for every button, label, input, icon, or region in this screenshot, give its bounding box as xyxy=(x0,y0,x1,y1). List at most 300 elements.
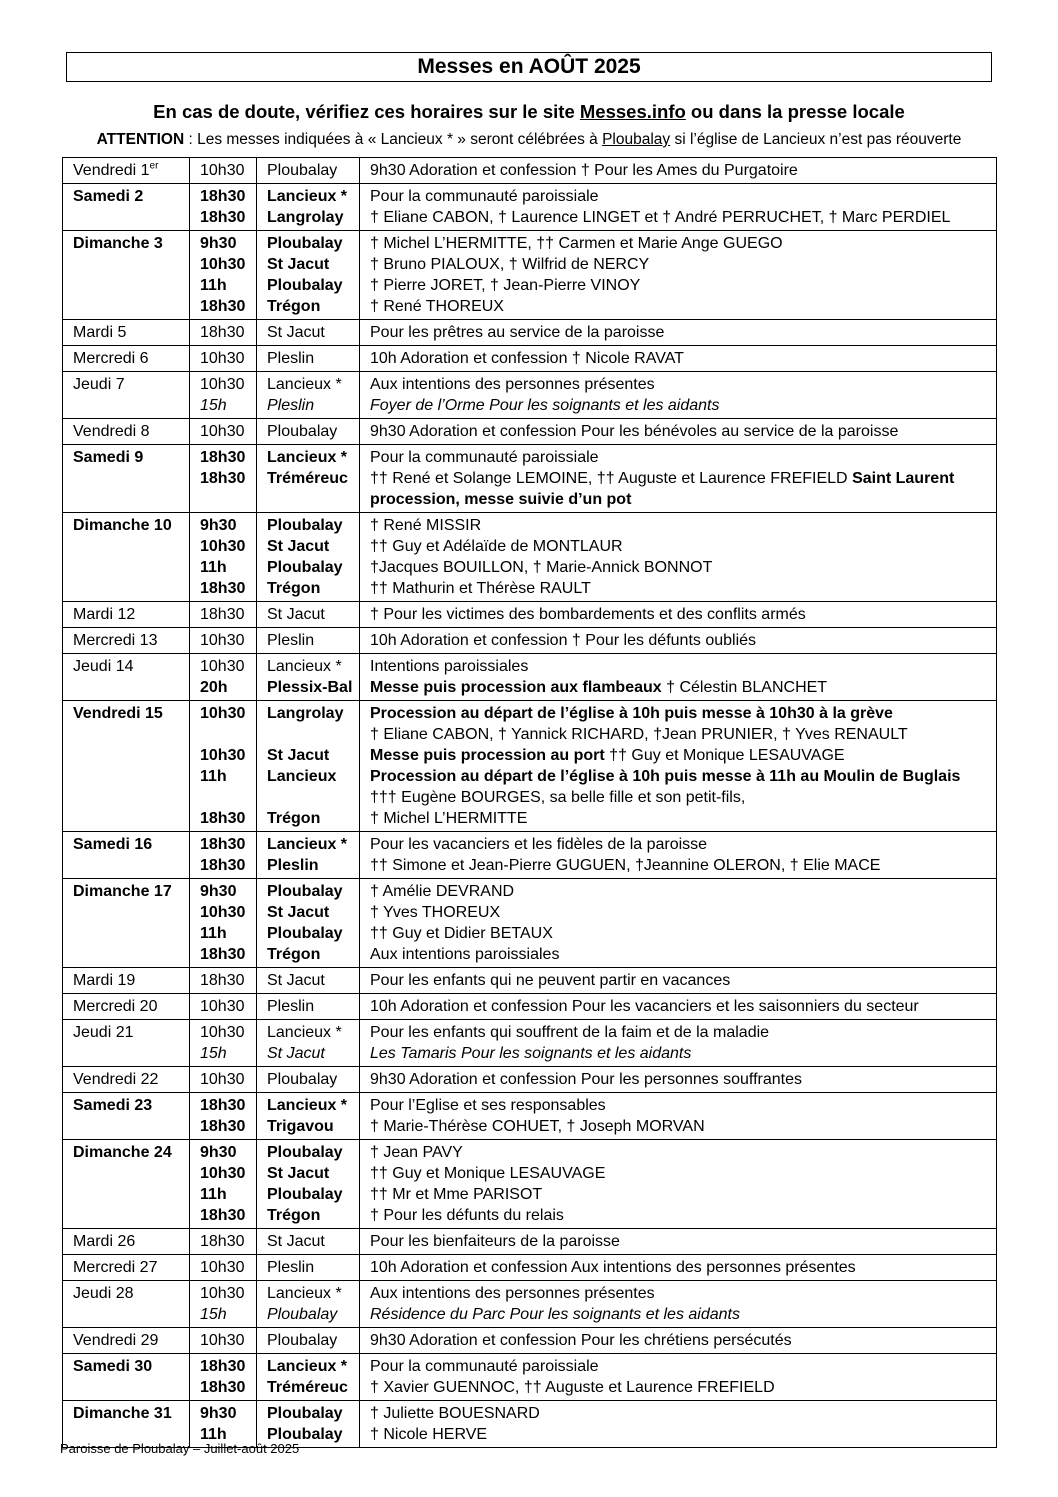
intention-text: † Amélie DEVRAND xyxy=(370,883,515,900)
intention-text: Aux intentions paroissiales xyxy=(370,946,560,963)
intention-text: Pour la communauté paroissiale xyxy=(370,188,599,205)
intention-text: ††† Eugène BOURGES, sa belle fille et son petit-fils, xyxy=(370,789,746,806)
mass-place-cell xyxy=(257,968,360,994)
table-row xyxy=(63,419,997,445)
intention-text: † Jean PAVY xyxy=(370,1144,463,1161)
intention-text: Pour les prêtres au service de la paroisse xyxy=(370,324,665,341)
intention-text: procession, messe suivie d’un pot xyxy=(370,491,632,508)
intention-text: 9h30 Adoration et confession † Pour les Ames du Purgatoire xyxy=(370,162,798,179)
mass-place: St Jacut xyxy=(267,1165,330,1182)
mass-time: 11h xyxy=(200,277,227,294)
mass-place: Ploubalay xyxy=(267,883,343,900)
intention-text: † René MISSIR xyxy=(370,517,482,534)
day-label: Dimanche 10 xyxy=(73,517,172,534)
page-title xyxy=(66,52,992,82)
intention-cell xyxy=(360,968,997,994)
table-row xyxy=(63,1140,997,1229)
intention-text: Pour les bienfaiteurs de la paroisse xyxy=(370,1233,620,1250)
mass-place: Lancieux xyxy=(267,768,337,785)
intention-text: Pour la communauté paroissiale xyxy=(370,449,599,466)
intention-line xyxy=(370,745,990,766)
mass-place: Lancieux * xyxy=(267,836,348,853)
intention-line xyxy=(370,1142,990,1163)
intention-cell xyxy=(360,701,997,832)
intention-cell xyxy=(360,1229,997,1255)
day-cell xyxy=(63,654,190,701)
mass-time: 18h30 xyxy=(200,810,246,827)
table-row xyxy=(63,1020,997,1067)
day-cell xyxy=(63,513,190,602)
day-cell xyxy=(63,879,190,968)
day-label: Dimanche 17 xyxy=(73,883,172,900)
intention-cell xyxy=(360,879,997,968)
table-row xyxy=(63,654,997,701)
mass-time: 10h30 xyxy=(200,998,245,1015)
table-row xyxy=(63,346,997,372)
day-label: Jeudi 7 xyxy=(73,376,125,393)
mass-time xyxy=(200,489,250,510)
mass-time: 11h xyxy=(200,559,227,576)
day-label: Mercredi 20 xyxy=(73,998,158,1015)
intention-line xyxy=(370,275,990,296)
mass-place: St Jacut xyxy=(267,1045,325,1062)
attention-pre: : Les messes indiquées à « Lancieux * » seront célébrées à xyxy=(184,131,603,148)
intention-line xyxy=(370,421,990,442)
day-cell xyxy=(63,158,190,184)
day-label: Mardi 5 xyxy=(73,324,127,341)
mass-place-cell xyxy=(257,445,360,513)
day-label: Samedi 2 xyxy=(73,188,144,205)
table-row xyxy=(63,701,997,832)
intention-text: Foyer de l’Orme Pour les soignants et les aidants xyxy=(370,397,720,414)
intention-line xyxy=(370,1356,990,1377)
mass-place-cell xyxy=(257,879,360,968)
mass-place: Ploubalay xyxy=(267,1071,338,1088)
attention-post: si l’église de Lancieux n’est pas réouverte xyxy=(670,131,962,148)
intention-text: † Marie-Thérèse COHUET, † Joseph MORVAN xyxy=(370,1118,705,1135)
intention-line xyxy=(370,970,990,991)
intention-line xyxy=(370,160,990,181)
intention-text: †† Guy et Adélaïde de MONTLAUR xyxy=(370,538,623,555)
mass-place: Lancieux * xyxy=(267,376,342,393)
mass-place: Ploubalay xyxy=(267,423,338,440)
mass-place: St Jacut xyxy=(267,538,330,555)
intention-line xyxy=(370,1257,990,1278)
intention-line xyxy=(370,724,990,745)
intention-line xyxy=(370,395,990,416)
mass-time: 10h30 xyxy=(200,904,246,921)
intention-text: †† René et Solange LEMOINE, †† Auguste et Laurence FREFIELD xyxy=(370,470,853,487)
mass-place: Langrolay xyxy=(267,705,344,722)
intention-line xyxy=(370,233,990,254)
day-suffix: er xyxy=(149,160,159,172)
day-label: Vendredi 8 xyxy=(73,423,150,440)
table-row xyxy=(63,513,997,602)
intention-cell xyxy=(360,1020,997,1067)
mass-place-cell xyxy=(257,628,360,654)
mass-place: Pleslin xyxy=(267,632,315,649)
mass-place-cell xyxy=(257,372,360,419)
intention-cell xyxy=(360,654,997,701)
mass-time-cell xyxy=(190,184,257,231)
intention-line xyxy=(370,808,990,829)
day-label: Samedi 9 xyxy=(73,449,144,466)
intention-line xyxy=(370,557,990,578)
intention-line xyxy=(370,902,990,923)
mass-schedule-body xyxy=(63,158,997,1448)
mass-place: Lancieux * xyxy=(267,1024,342,1041)
mass-time-cell xyxy=(190,1281,257,1328)
intention-text: † Pour les victimes des bombardements et des conflits armés xyxy=(370,606,806,623)
intention-text: †† Simone et Jean-Pierre GUGUEN, †Jeannine OLERON, † Elie MACE xyxy=(370,857,881,874)
intention-text: † Yves THOREUX xyxy=(370,904,501,921)
mass-time: 10h30 xyxy=(200,1259,245,1276)
mass-place: Trégon xyxy=(267,298,321,315)
mass-place: St Jacut xyxy=(267,1233,325,1250)
intention-line xyxy=(370,468,990,489)
mass-place xyxy=(267,489,353,510)
table-row xyxy=(63,1093,997,1140)
messes-info-link[interactable]: Messes.info xyxy=(579,101,686,122)
mass-time: 18h30 xyxy=(200,209,246,226)
table-row xyxy=(63,1328,997,1354)
day-cell xyxy=(63,1354,190,1401)
intention-line xyxy=(370,1283,990,1304)
mass-time-cell xyxy=(190,231,257,320)
mass-time: 18h30 xyxy=(200,1207,246,1224)
intention-text: † Pour les défunts du relais xyxy=(370,1207,564,1224)
mass-place xyxy=(267,787,353,808)
mass-time-cell xyxy=(190,1328,257,1354)
mass-time: 15h xyxy=(200,397,227,414)
day-cell xyxy=(63,445,190,513)
mass-place-cell xyxy=(257,1140,360,1229)
mass-place-cell xyxy=(257,346,360,372)
intention-line xyxy=(370,787,990,808)
mass-place-cell xyxy=(257,654,360,701)
table-row xyxy=(63,1354,997,1401)
mass-time-cell xyxy=(190,445,257,513)
intention-line xyxy=(370,1095,990,1116)
mass-place: Tréméreuc xyxy=(267,1379,348,1396)
mass-time-cell xyxy=(190,158,257,184)
mass-place xyxy=(267,724,353,745)
subtitle-pre: En cas de doute, vérifiez ces horaires sur le site xyxy=(153,101,580,122)
mass-schedule-table xyxy=(62,157,997,1448)
table-row xyxy=(63,1281,997,1328)
mass-time: 11h xyxy=(200,1186,227,1203)
day-cell xyxy=(63,346,190,372)
intention-text: †Jacques BOUILLON, † Marie-Annick BONNOT xyxy=(370,559,713,576)
mass-place: Trigavou xyxy=(267,1118,334,1135)
mass-place: St Jacut xyxy=(267,747,330,764)
mass-place: Plessix-Bal xyxy=(267,679,353,696)
intention-line xyxy=(370,296,990,317)
intention-cell xyxy=(360,320,997,346)
mass-place: St Jacut xyxy=(267,972,325,989)
intention-line xyxy=(370,656,990,677)
mass-place: Lancieux * xyxy=(267,1285,342,1302)
intention-text: 10h Adoration et confession Pour les vacanciers et les saisonniers du secteur xyxy=(370,998,919,1015)
table-row xyxy=(63,1067,997,1093)
table-row xyxy=(63,231,997,320)
mass-time: 18h30 xyxy=(200,324,245,341)
mass-place: Ploubalay xyxy=(267,1186,343,1203)
mass-place: Ploubalay xyxy=(267,559,343,576)
mass-place-cell xyxy=(257,1067,360,1093)
intention-line xyxy=(370,855,990,876)
mass-time: 18h30 xyxy=(200,1233,245,1250)
intention-cell xyxy=(360,346,997,372)
mass-time: 10h30 xyxy=(200,632,245,649)
mass-place-cell xyxy=(257,1328,360,1354)
intention-line xyxy=(370,207,990,228)
mass-time-cell xyxy=(190,513,257,602)
mass-time-cell xyxy=(190,320,257,346)
mass-time: 9h30 xyxy=(200,517,237,534)
mass-place-cell xyxy=(257,1229,360,1255)
mass-time: 18h30 xyxy=(200,836,246,853)
mass-time: 10h30 xyxy=(200,256,246,273)
intention-text: 10h Adoration et confession † Nicole RAVAT xyxy=(370,350,684,367)
intention-text: † Juliette BOUESNARD xyxy=(370,1405,540,1422)
intention-text: †† Guy et Didier BETAUX xyxy=(370,925,553,942)
mass-time: 18h30 xyxy=(200,606,245,623)
mass-time: 9h30 xyxy=(200,1144,237,1161)
mass-place: St Jacut xyxy=(267,904,330,921)
intention-cell xyxy=(360,1140,997,1229)
table-row xyxy=(63,445,997,513)
mass-place-cell xyxy=(257,158,360,184)
intention-text: Pour la communauté paroissiale xyxy=(370,1358,599,1375)
day-cell xyxy=(63,1229,190,1255)
day-cell xyxy=(63,1281,190,1328)
mass-time xyxy=(200,787,250,808)
page-title-text: Messes en AOÛT 2025 xyxy=(417,55,641,78)
mass-time-cell xyxy=(190,1093,257,1140)
mass-place: St Jacut xyxy=(267,606,325,623)
intention-line xyxy=(370,1304,990,1325)
day-label: Vendredi 22 xyxy=(73,1071,159,1088)
mass-time: 15h xyxy=(200,1045,227,1062)
intention-text: † Pierre JORET, † Jean-Pierre VINOY xyxy=(370,277,641,294)
mass-time: 11h xyxy=(200,1426,227,1443)
day-cell xyxy=(63,1328,190,1354)
intention-cell xyxy=(360,1401,997,1448)
mass-place-cell xyxy=(257,1354,360,1401)
intention-cell xyxy=(360,184,997,231)
mass-time-cell xyxy=(190,1255,257,1281)
intention-line xyxy=(370,923,990,944)
mass-place: Trégon xyxy=(267,1207,321,1224)
intention-line xyxy=(370,944,990,965)
day-label: Dimanche 3 xyxy=(73,235,163,252)
mass-place: Trégon xyxy=(267,946,321,963)
intention-text: Messe puis procession aux flambeaux xyxy=(370,679,662,696)
mass-time-cell xyxy=(190,879,257,968)
mass-place-cell xyxy=(257,1020,360,1067)
table-row xyxy=(63,994,997,1020)
table-row xyxy=(63,602,997,628)
mass-place: Trégon xyxy=(267,580,321,597)
day-label: Mercredi 6 xyxy=(73,350,149,367)
day-label: Mercredi 27 xyxy=(73,1259,158,1276)
mass-place: Pleslin xyxy=(267,998,315,1015)
mass-place: Ploubalay xyxy=(267,1306,338,1323)
day-cell xyxy=(63,1140,190,1229)
intention-line xyxy=(370,881,990,902)
mass-time: 10h30 xyxy=(200,376,245,393)
intention-line xyxy=(370,1403,990,1424)
intention-text: † Nicole HERVE xyxy=(370,1426,488,1443)
mass-time: 11h xyxy=(200,925,227,942)
intention-text: Pour les enfants qui ne peuvent partir en vacances xyxy=(370,972,731,989)
mass-time: 18h30 xyxy=(200,972,245,989)
intention-line xyxy=(370,489,990,510)
day-cell xyxy=(63,1255,190,1281)
intention-text: Pour les vacanciers et les fidèles de la paroisse xyxy=(370,836,708,853)
intention-line xyxy=(370,186,990,207)
day-cell xyxy=(63,184,190,231)
intention-text: 9h30 Adoration et confession Pour les bénévoles au service de la paroisse xyxy=(370,423,899,440)
mass-place-cell xyxy=(257,602,360,628)
intention-cell xyxy=(360,628,997,654)
intention-line xyxy=(370,322,990,343)
intention-text: Procession au départ de l’église à 10h puis messe à 10h30 à la grève xyxy=(370,705,893,722)
intention-cell xyxy=(360,445,997,513)
intention-line xyxy=(370,604,990,625)
intention-cell xyxy=(360,372,997,419)
intention-text: † Michel L’HERMITTE, †† Carmen et Marie Ange GUEGO xyxy=(370,235,783,252)
subtitle xyxy=(0,101,1058,123)
table-row xyxy=(63,184,997,231)
intention-line xyxy=(370,834,990,855)
mass-time: 9h30 xyxy=(200,883,237,900)
mass-time: 18h30 xyxy=(200,1097,246,1114)
intention-cell xyxy=(360,419,997,445)
intention-line xyxy=(370,1377,990,1398)
day-label: Vendredi 1 xyxy=(73,162,150,179)
intention-line xyxy=(370,630,990,651)
mass-time-cell xyxy=(190,968,257,994)
mass-place: Pleslin xyxy=(267,857,319,874)
mass-time-cell xyxy=(190,1020,257,1067)
day-label: Mardi 26 xyxy=(73,1233,136,1250)
day-cell xyxy=(63,231,190,320)
table-row xyxy=(63,320,997,346)
intention-line xyxy=(370,1163,990,1184)
intention-line xyxy=(370,348,990,369)
footer: Paroisse de Ploubalay – Juillet-août 2025 xyxy=(60,1441,300,1456)
intention-text: † Célestin BLANCHET xyxy=(661,679,828,696)
mass-place-cell xyxy=(257,513,360,602)
table-row xyxy=(63,1229,997,1255)
intention-text: Résidence du Parc Pour les soignants et les aidants xyxy=(370,1306,740,1323)
intention-text: † Xavier GUENNOC, †† Auguste et Laurence FREFIELD xyxy=(370,1379,775,1396)
mass-place: Lancieux * xyxy=(267,449,348,466)
table-row xyxy=(63,372,997,419)
attention-place: Ploubalay xyxy=(602,131,671,148)
mass-time: 10h30 xyxy=(200,1024,245,1041)
mass-place-cell xyxy=(257,231,360,320)
intention-line xyxy=(370,374,990,395)
day-label: Vendredi 15 xyxy=(73,705,163,722)
mass-time: 10h30 xyxy=(200,162,245,179)
mass-place: Ploubalay xyxy=(267,1332,338,1349)
day-cell xyxy=(63,994,190,1020)
intention-line xyxy=(370,677,990,698)
intention-line xyxy=(370,996,990,1017)
intention-cell xyxy=(360,1067,997,1093)
day-cell xyxy=(63,701,190,832)
mass-time: 10h30 xyxy=(200,350,245,367)
mass-time: 18h30 xyxy=(200,470,246,487)
mass-time: 10h30 xyxy=(200,1165,246,1182)
mass-time: 10h30 xyxy=(200,705,246,722)
intention-line xyxy=(370,1043,990,1064)
intention-text: 10h Adoration et confession Aux intentions des personnes présentes xyxy=(370,1259,856,1276)
mass-time: 10h30 xyxy=(200,658,245,675)
mass-place: Ploubalay xyxy=(267,517,343,534)
mass-time-cell xyxy=(190,346,257,372)
mass-time xyxy=(200,724,250,745)
mass-time: 11h xyxy=(200,768,227,785)
mass-time: 10h30 xyxy=(200,1285,245,1302)
day-label: Mercredi 13 xyxy=(73,632,158,649)
mass-time: 18h30 xyxy=(200,1358,246,1375)
day-cell xyxy=(63,968,190,994)
mass-time: 18h30 xyxy=(200,946,246,963)
mass-time-cell xyxy=(190,602,257,628)
day-label: Vendredi 29 xyxy=(73,1332,159,1349)
mass-time-cell xyxy=(190,1140,257,1229)
table-row xyxy=(63,1255,997,1281)
intention-cell xyxy=(360,1281,997,1328)
intention-text: Messe puis procession au port xyxy=(370,747,605,764)
intention-line xyxy=(370,1330,990,1351)
mass-place-cell xyxy=(257,184,360,231)
intention-text: 9h30 Adoration et confession Pour les chrétiens persécutés xyxy=(370,1332,792,1349)
mass-place-cell xyxy=(257,832,360,879)
intention-line xyxy=(370,578,990,599)
mass-time: 9h30 xyxy=(200,1405,237,1422)
intention-cell xyxy=(360,832,997,879)
intention-cell xyxy=(360,994,997,1020)
mass-place: Lancieux * xyxy=(267,1358,348,1375)
day-cell xyxy=(63,1093,190,1140)
intention-text: Pour l’Eglise et ses responsables xyxy=(370,1097,606,1114)
mass-time: 10h30 xyxy=(200,747,246,764)
mass-time-cell xyxy=(190,1229,257,1255)
intention-text: Procession au départ de l’église à 10h puis messe à 11h au Moulin de Buglais xyxy=(370,768,961,785)
intention-line xyxy=(370,1184,990,1205)
intention-text: Les Tamaris Pour les soignants et les aidants xyxy=(370,1045,692,1062)
mass-place: Lancieux * xyxy=(267,188,348,205)
table-row xyxy=(63,879,997,968)
mass-time: 18h30 xyxy=(200,857,246,874)
mass-place: Pleslin xyxy=(267,397,315,414)
day-cell xyxy=(63,1020,190,1067)
intention-line xyxy=(370,1424,990,1445)
intention-text: † René THOREUX xyxy=(370,298,504,315)
mass-place-cell xyxy=(257,1281,360,1328)
mass-time: 18h30 xyxy=(200,1379,246,1396)
intention-text: † Bruno PIALOUX, † Wilfrid de NERCY xyxy=(370,256,650,273)
day-label: Samedi 30 xyxy=(73,1358,153,1375)
intention-line xyxy=(370,1022,990,1043)
mass-place: Tréméreuc xyxy=(267,470,348,487)
mass-time: 18h30 xyxy=(200,1118,246,1135)
